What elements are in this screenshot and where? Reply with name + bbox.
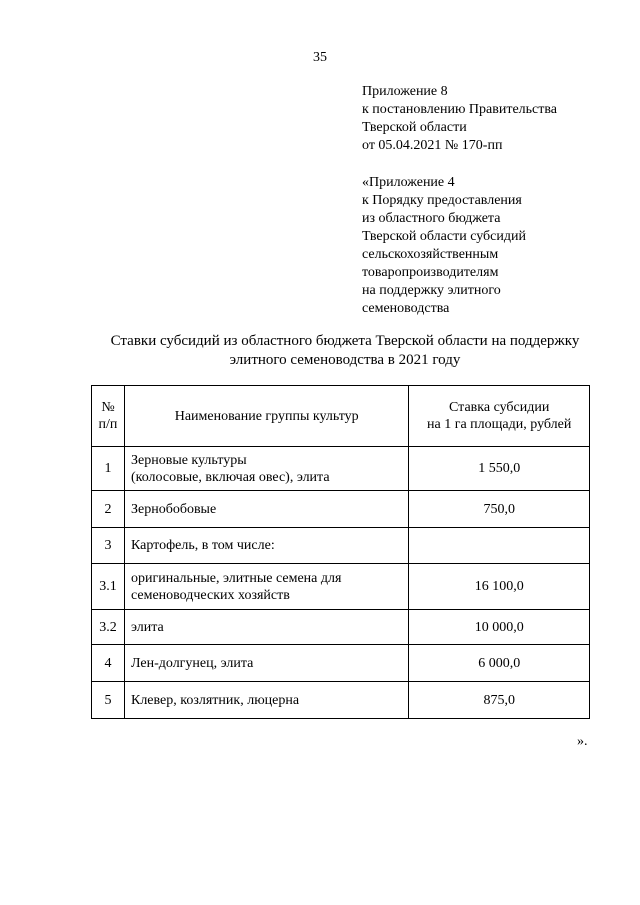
appendix-8-line: от 05.04.2021 № 170-пп bbox=[362, 138, 503, 153]
document-title-line: Ставки субсидий из областного бюджета Тверской области на поддержку bbox=[110, 333, 580, 349]
row-rate bbox=[409, 528, 590, 564]
row-crop-group bbox=[124, 564, 408, 610]
header-number bbox=[92, 386, 125, 447]
appendix-4-line: товаропроизводителям bbox=[362, 265, 499, 280]
appendix-8-line: Приложение 8 bbox=[362, 84, 448, 99]
row-crop-group-line: семеноводческих хозяйств bbox=[130, 587, 290, 603]
appendix-4-line: сельскохозяйственным bbox=[362, 247, 499, 262]
table-row bbox=[92, 564, 590, 610]
row-rate: 10 000,0 bbox=[409, 610, 590, 645]
row-crop-group: элита bbox=[124, 610, 408, 645]
row-number: 2 bbox=[92, 491, 125, 528]
row-crop-group: Картофель, в том числе: bbox=[124, 528, 408, 564]
appendix-4-line: семеноводства bbox=[362, 301, 450, 316]
table-row bbox=[92, 447, 590, 491]
table-row bbox=[92, 610, 590, 645]
appendix-4-line: «Приложение 4 bbox=[362, 175, 455, 190]
appendix-4-header bbox=[362, 174, 526, 318]
appendix-4-line: Тверской области субсидий bbox=[362, 229, 526, 244]
row-crop-group-line: (колосовые, включая овес), элита bbox=[130, 469, 330, 485]
row-number: 3.1 bbox=[92, 564, 125, 610]
row-number: 3 bbox=[92, 528, 125, 564]
row-crop-group: Лен-долгунец, элита bbox=[124, 645, 408, 682]
row-crop-group bbox=[124, 447, 408, 491]
row-crop-group: Зернобобовые bbox=[124, 491, 408, 528]
header-rate bbox=[409, 386, 590, 447]
row-number: 1 bbox=[92, 447, 125, 491]
row-number: 4 bbox=[92, 645, 125, 682]
document-title-line: элитного семеноводства в 2021 году bbox=[229, 352, 461, 368]
header-rate-line: Ставка субсидии bbox=[449, 400, 550, 415]
row-crop-group-line: Зерновые культуры bbox=[130, 452, 247, 468]
table-row bbox=[92, 528, 590, 564]
header-crop-group: Наименование группы культур bbox=[124, 386, 408, 447]
row-rate: 16 100,0 bbox=[409, 564, 590, 610]
document-title bbox=[60, 332, 630, 370]
table-row bbox=[92, 491, 590, 528]
header-number-line: № bbox=[101, 400, 115, 415]
row-rate: 750,0 bbox=[409, 491, 590, 528]
table-row bbox=[92, 645, 590, 682]
row-rate: 875,0 bbox=[409, 682, 590, 719]
header-number-line: п/п bbox=[98, 417, 118, 432]
closing-quote-mark: ». bbox=[577, 734, 588, 749]
appendix-8-line: Тверской области bbox=[362, 120, 467, 135]
subsidy-rates-table bbox=[91, 385, 590, 719]
header-rate-line: на 1 га площади, рублей bbox=[427, 417, 572, 432]
appendix-4-line: на поддержку элитного bbox=[362, 283, 501, 298]
row-crop-group-line: оригинальные, элитные семена для bbox=[130, 570, 342, 586]
row-number: 3.2 bbox=[92, 610, 125, 645]
appendix-8-line: к постановлению Правительства bbox=[362, 102, 558, 117]
appendix-4-line: к Порядку предоставления bbox=[362, 193, 522, 208]
appendix-4-line: из областного бюджета bbox=[362, 211, 501, 226]
page-number: 35 bbox=[313, 50, 327, 65]
appendix-8-header bbox=[362, 83, 557, 155]
table-header-row bbox=[92, 386, 590, 447]
row-rate: 6 000,0 bbox=[409, 645, 590, 682]
row-rate: 1 550,0 bbox=[409, 447, 590, 491]
table-row bbox=[92, 682, 590, 719]
row-number: 5 bbox=[92, 682, 125, 719]
row-crop-group: Клевер, козлятник, люцерна bbox=[124, 682, 408, 719]
